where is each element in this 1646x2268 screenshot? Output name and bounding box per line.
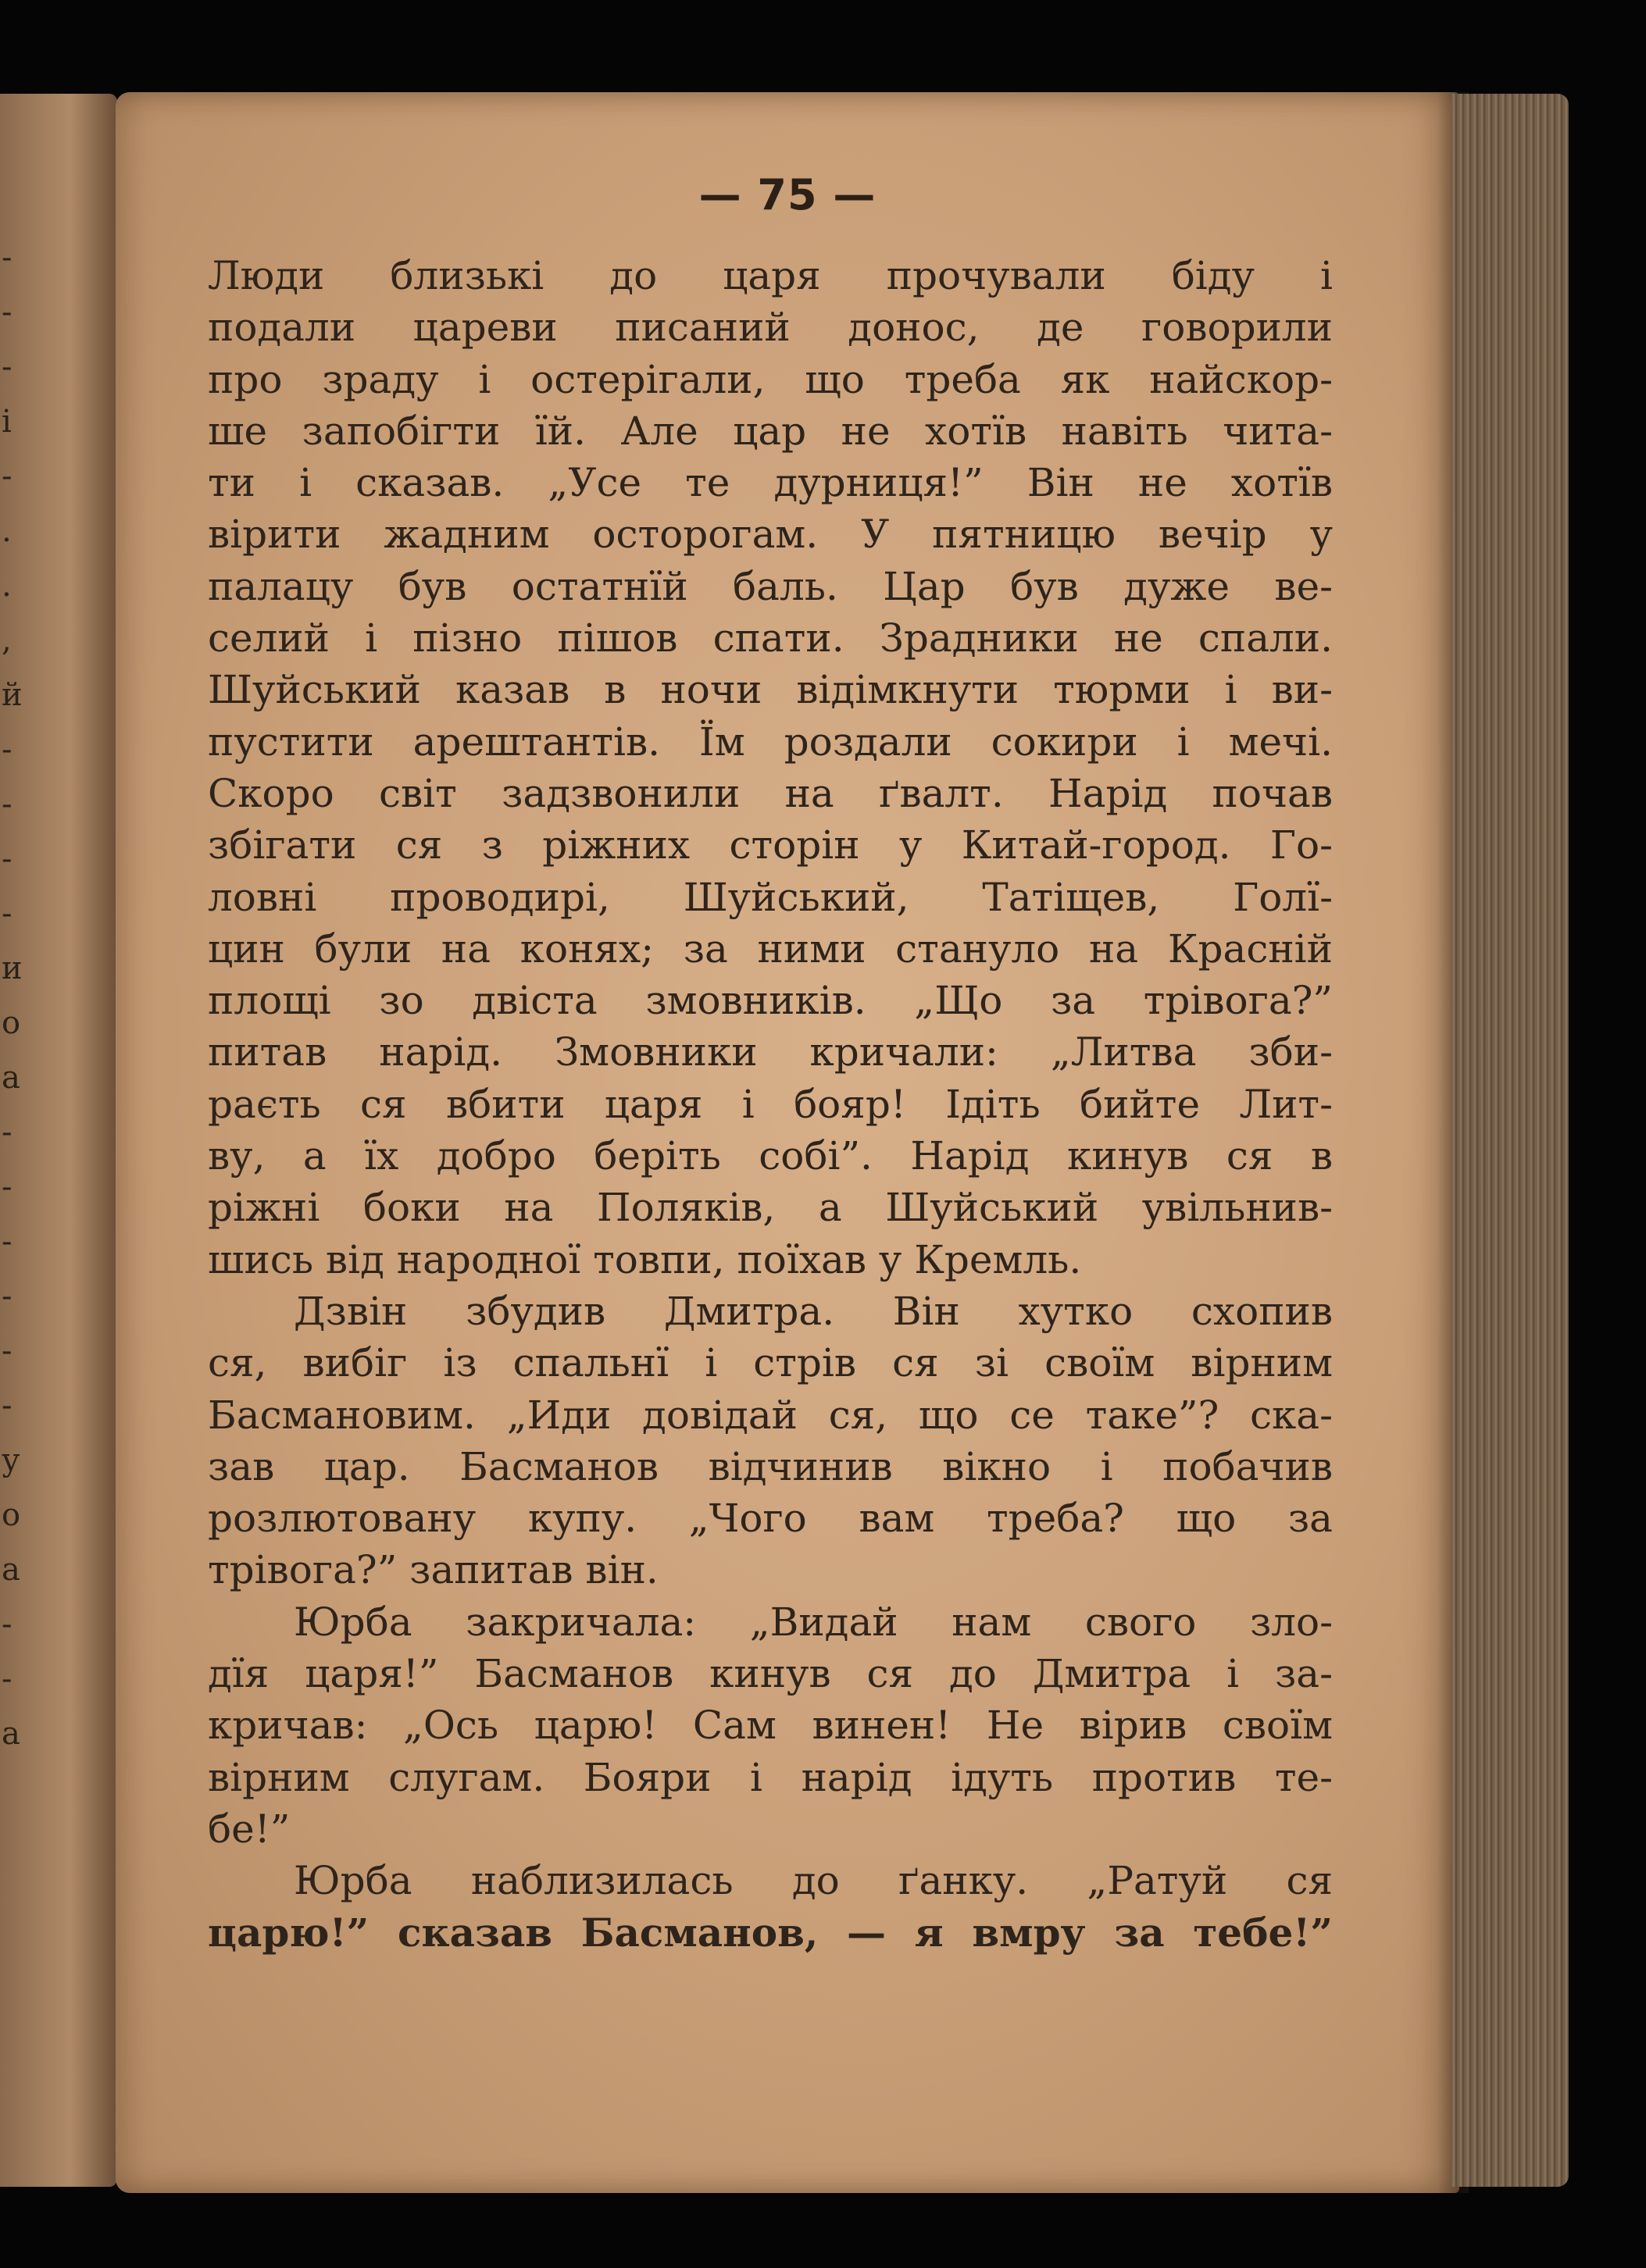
- left-page-fragment: -: [2, 896, 12, 932]
- page-stack-edge: [1451, 94, 1569, 2187]
- text-line: селий і пізно пішов спати. Зрадники не спали.: [208, 615, 1333, 662]
- text-line: ловні проводирі, Шуйський, Татіщев, Голї-: [208, 874, 1333, 920]
- text-line: подали цареви писаний донос, де говорили: [208, 305, 1333, 351]
- page-number: — 75 —: [698, 170, 877, 219]
- text-line: ся, вибіг із спальнї і стрів ся зі своїм вірним: [208, 1340, 1333, 1386]
- text-line: пустити арештантів. Їм роздали сокири і мечі.: [208, 719, 1333, 765]
- text-line: Юрба наблизилась до ґанку. „Ратуй ся: [294, 1858, 1333, 1904]
- left-page-fragment: -: [2, 294, 12, 330]
- left-page-fragment: -: [2, 1333, 12, 1369]
- text-line: ву, а їх добро беріть собі”. Нарід кинув ся в: [208, 1133, 1333, 1179]
- body-text: [208, 250, 1333, 1959]
- text-line: зав цар. Басманов відчинив вікно і побачив: [208, 1443, 1333, 1489]
- text-line: Шуйський казав в ночи відімкнути тюрми і ви-: [208, 667, 1333, 713]
- text-line: Дзвін збудив Дмитра. Він хутко схопив: [294, 1288, 1333, 1334]
- text-line: збігати ся з ріжних сторін у Китай-город. Го-: [208, 822, 1333, 868]
- left-page-fragment: -: [2, 1661, 12, 1697]
- left-page-fragment: -: [2, 786, 12, 822]
- left-page-fragment: -: [2, 1224, 12, 1260]
- left-page-fragment: -: [2, 1606, 12, 1642]
- left-page-fragment: і: [2, 404, 12, 440]
- left-page-fragment: -: [2, 1278, 12, 1314]
- left-page-fragment: .: [2, 513, 12, 549]
- left-page-fragment: й: [2, 677, 23, 713]
- text-line: площі зо двіста змовників. „Що за трівога?”: [208, 978, 1333, 1024]
- text-line: Люди близькі до царя прочували біду і: [208, 253, 1333, 298]
- text-line: царю!” сказав Басманов, — я вмру за тебе!”: [208, 1909, 1333, 1956]
- left-page-fragments: [0, 94, 117, 2187]
- left-page-fragment: -: [2, 841, 12, 877]
- text-line: Юрба закричала: „Видай нам свого зло-: [294, 1599, 1333, 1645]
- left-page-fragment: -: [2, 349, 12, 385]
- text-line: вірити жадним осторогам. У пятницю вечір у: [208, 512, 1333, 558]
- left-page-fragment: и: [2, 950, 23, 986]
- left-page-fragment: -: [2, 1114, 12, 1150]
- left-page-fragment: а: [2, 1060, 20, 1096]
- left-page-edge: [0, 94, 117, 2187]
- text-line: ріжні боки на Поляків, а Шуйський увільнив-: [208, 1185, 1333, 1231]
- text-line: палацу був остатнїй баль. Цар був дуже ве-: [208, 563, 1333, 609]
- text-line: питав нарід. Змовники кричали: „Литва зби-: [208, 1029, 1333, 1075]
- left-page-fragment: а: [2, 1552, 20, 1588]
- text-line: бе!”: [208, 1806, 291, 1852]
- text-line: Скоро світ задзвонили на ґвалт. Нарід почав: [208, 770, 1333, 816]
- text-line: ти і сказав. „Усе те дурниця!” Він не хотїв: [208, 460, 1333, 506]
- text-line: вірним слугам. Бояри і нарід ідуть против те-: [208, 1754, 1333, 1800]
- text-line: цин були на конях; за ними стануло на Красній: [208, 925, 1333, 972]
- left-page-fragment: -: [2, 458, 12, 494]
- text-line: дїя царя!” Басманов кинув ся до Дмитра і за-: [208, 1651, 1333, 1697]
- text-line: трівога?” запитав він.: [208, 1547, 659, 1593]
- book-page: [116, 92, 1459, 2193]
- left-page-fragment: .: [2, 568, 12, 604]
- text-line: розлютовану купу. „Чого вам треба? що за: [208, 1496, 1333, 1542]
- left-page-fragment: -: [2, 1169, 12, 1205]
- text-line: раєть ся вбити царя і бояр! Ідіть бийте Лит-: [208, 1081, 1333, 1127]
- left-page-fragment: -: [2, 240, 12, 276]
- left-page-fragment: о: [2, 1005, 21, 1041]
- left-page-fragment: а: [2, 1716, 20, 1752]
- left-page-fragment: ,: [2, 622, 12, 658]
- text-line: шись від народної товпи, поїхав у Кремль.: [208, 1236, 1082, 1282]
- text-line: Басмановим. „Иди довідай ся, що се таке”? ска-: [208, 1392, 1333, 1438]
- left-page-fragment: -: [2, 732, 12, 768]
- text-line: про зраду і остерігали, що треба як найскор-: [208, 356, 1333, 402]
- left-page-fragment: у: [2, 1442, 20, 1478]
- text-line: кричав: „Ось царю! Сам винен! Не вірив своїм: [208, 1703, 1333, 1749]
- left-page-fragment: -: [2, 1388, 12, 1424]
- text-line: ше запобігти їй. Але цар не хотїв навіть чита-: [208, 408, 1333, 454]
- left-page-fragment: о: [2, 1497, 21, 1533]
